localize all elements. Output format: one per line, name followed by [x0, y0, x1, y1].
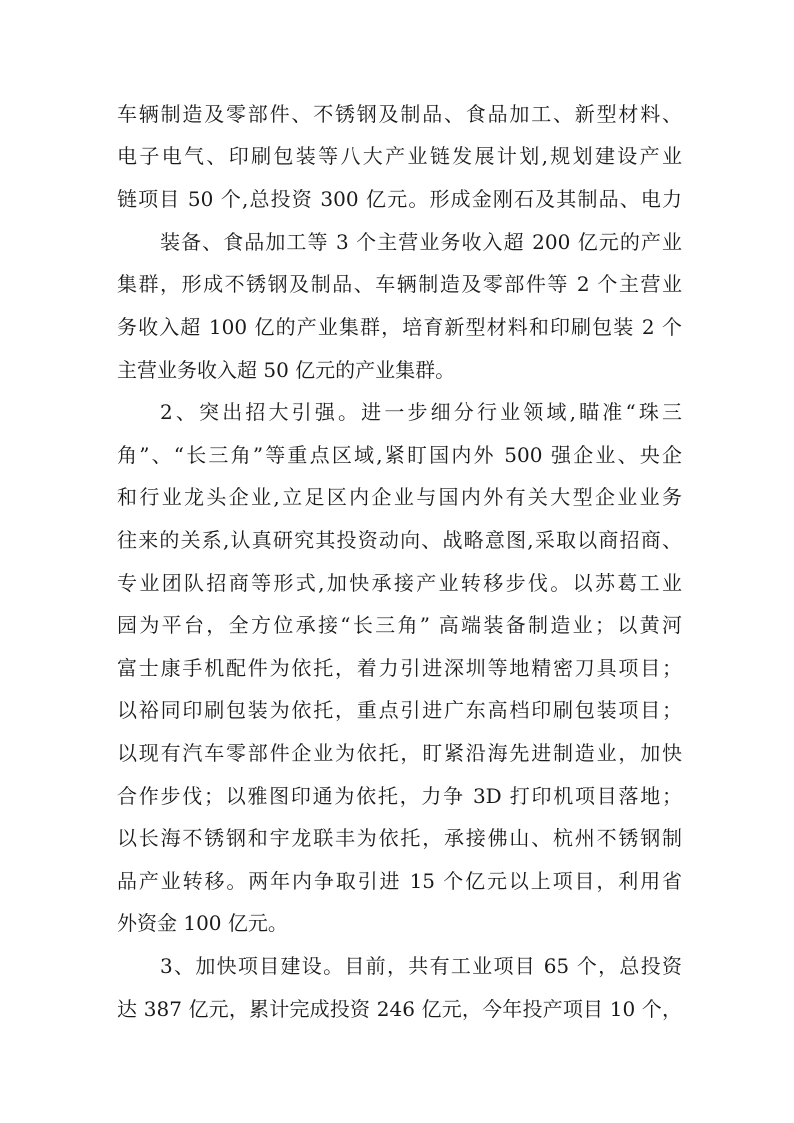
- text-line-18: 以长海不锈钢和宇龙联丰为依托，承接佛山、杭州不锈钢制: [117, 826, 682, 850]
- text-line-14: 富士康手机配件为依托，着力引进深圳等地精密刀具项目；: [117, 656, 682, 680]
- text-line-12: 专业团队招商等形式,加快承接产业转移步伐。以苏葛工业: [117, 571, 682, 595]
- text-line-4: 装备、食品加工等 3 个主营业务收入超 200 亿元的产业: [160, 230, 682, 254]
- text-line-15: 以裕同印刷包装为依托，重点引进广东高档印刷包装项目；: [117, 698, 682, 722]
- text-line-10: 和行业龙头企业,立足区内企业与国内外有关大型企业业务: [117, 485, 682, 509]
- text-line-7: 主营业务收入超 50 亿元的产业集群。: [117, 358, 456, 382]
- text-line-13: 园为平台，全方位承接“长三角” 高端装备制造业；以黄河: [117, 613, 682, 637]
- text-line-20: 外资金 100 亿元。: [117, 911, 288, 935]
- text-line-3: 链项目 50 个,总投资 300 亿元。形成金刚石及其制品、电力: [117, 187, 682, 211]
- text-line-16: 以现有汽车零部件企业为依托，盯紧沿海先进制造业，加快: [117, 741, 682, 765]
- text-line-9: 角”、“长三角”等重点区域,紧盯国内外 500 强企业、央企: [117, 443, 682, 467]
- text-line-17: 合作步伐；以雅图印通为依托，力争 3D 打印机项目落地；: [117, 784, 682, 808]
- text-line-2: 电子电气、印刷包装等八大产业链发展计划,规划建设产业: [117, 144, 682, 168]
- text-line-19: 品产业转移。两年内争取引进 15 个亿元以上项目，利用省: [117, 869, 682, 893]
- text-line-8: 2、突出招大引强。进一步细分行业领域,瞄准“珠三: [160, 400, 682, 424]
- text-line-6: 务收入超 100 亿的产业集群，培育新型材料和印刷包装 2 个: [117, 315, 682, 339]
- text-line-5: 集群，形成不锈钢及制品、车辆制造及零部件等 2 个主营业: [117, 272, 682, 296]
- text-line-11: 往来的关系,认真研究其投资动向、战略意图,采取以商招商、: [117, 528, 682, 552]
- text-line-1: 车辆制造及零部件、不锈钢及制品、食品加工、新型材料、: [117, 102, 682, 126]
- text-line-21: 3、加快项目建设。目前，共有工业项目 65 个，总投资: [160, 954, 682, 978]
- text-line-22: 达 387 亿元，累计完成投资 246 亿元，今年投产项目 10 个，: [117, 997, 682, 1021]
